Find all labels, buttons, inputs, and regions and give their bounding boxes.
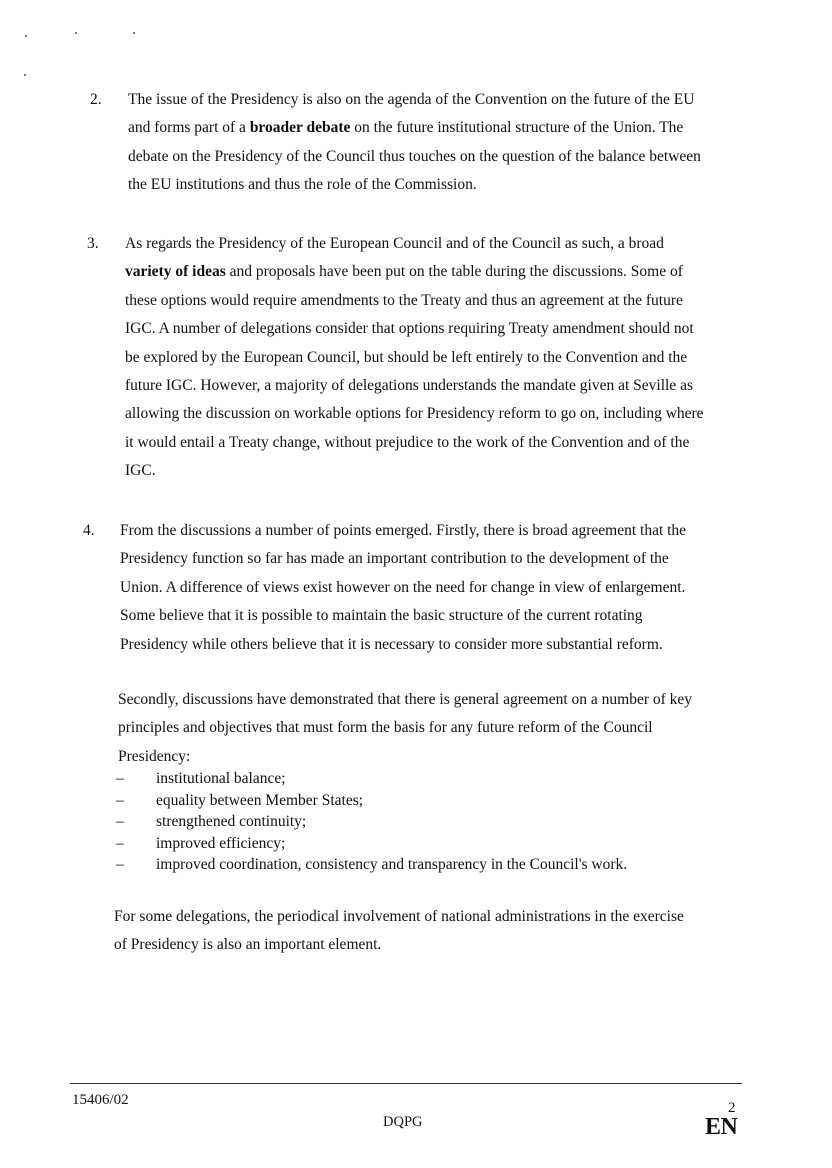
text-line: variety of ideas and proposals have been put on the table during the discussions. Some of (125, 263, 683, 281)
footer-divider (70, 1083, 742, 1084)
document-reference: 15406/02 (72, 1092, 129, 1108)
paragraph-number: 3. (87, 235, 99, 252)
paragraph-2 (128, 86, 701, 200)
paragraph-number: 2. (90, 91, 102, 108)
bullet-marker: – (116, 856, 124, 873)
bullet-marker: – (116, 770, 124, 787)
scan-speck (25, 35, 27, 37)
list-item-text: improved coordination, consistency and transparency in the Council's work. (156, 856, 628, 873)
list-item-text: institutional balance; (156, 770, 286, 787)
text-line: Presidency while others believe that it is necessary to consider more substantial reform. (120, 635, 663, 653)
emphasis: variety of ideas (125, 263, 226, 281)
list-item (116, 854, 627, 876)
bullet-list (116, 768, 627, 876)
text-line: it would entail a Treaty change, without prejudice to the work of the Convention and of the (125, 433, 690, 451)
paragraph-4 (120, 517, 686, 659)
list-item-text: equality between Member States; (156, 791, 364, 809)
text-line: Presidency function so far has made an important contribution to the development of the (120, 550, 669, 568)
scan-speck (24, 74, 26, 76)
text-line: The issue of the Presidency is also on the agenda of the Convention on the future of the EU (128, 91, 695, 108)
text-line: Secondly, discussions have demonstrated that there is general agreement on a number of key (118, 691, 693, 708)
scan-speck (75, 32, 77, 34)
page-number: 2 (728, 1100, 736, 1116)
text-line: and forms part of a broader debate on the future institutional structure of the Union. The (128, 119, 684, 137)
bullet-marker: – (116, 791, 124, 809)
list-item-text: strengthened continuity; (156, 813, 307, 830)
bullet-marker: – (116, 834, 124, 852)
paragraph-3 (125, 230, 704, 486)
text-line: be explored by the European Council, but should be left entirely to the Convention and the (125, 348, 688, 366)
text-line: debate on the Presidency of the Council thus touches on the question of the balance between (128, 147, 701, 165)
text-line: From the discussions a number of points emerged. Firstly, there is broad agreement that the (120, 522, 687, 539)
bullet-marker: – (116, 813, 124, 830)
text-line: For some delegations, the periodical involvement of national administrations in the exercise (114, 908, 684, 925)
text-line: of Presidency is also an important element. (114, 936, 382, 954)
text-line: the EU institutions and thus the role of the Commission. (128, 176, 477, 194)
list-item-text: improved efficiency; (156, 834, 286, 852)
list-item (116, 811, 627, 833)
text-line: As regards the Presidency of the European Council and of the Council as such, a broad (125, 235, 664, 252)
text-line: Presidency: (118, 747, 191, 765)
text-line: principles and objectives that must form the basis for any future reform of the Council (118, 719, 653, 737)
scan-speck (133, 32, 135, 34)
text-line: IGC. (125, 462, 156, 480)
department-code: DQPG (383, 1114, 423, 1130)
text-line: future IGC. However, a majority of delegations understands the mandate given at Seville as (125, 377, 693, 395)
text-line: Some believe that it is possible to maintain the basic structure of the current rotating (120, 607, 643, 625)
text-line: allowing the discussion on workable options for Presidency reform to go on, including where (125, 405, 704, 423)
text-line: these options would require amendments to the Treaty and thus an agreement at the future (125, 291, 683, 309)
paragraph-4-secondly (118, 686, 692, 771)
language-code: EN (705, 1114, 738, 1140)
emphasis: broader debate (249, 119, 351, 137)
paragraph-number: 4. (83, 522, 95, 539)
closing-paragraph (114, 903, 684, 960)
list-item (116, 768, 627, 790)
text-line: Union. A difference of views exist however on the need for change in view of enlargement. (120, 578, 686, 596)
text-line: IGC. A number of delegations consider that options requiring Treaty amendment should not (125, 320, 694, 338)
list-item (116, 833, 627, 855)
list-item (116, 790, 627, 812)
